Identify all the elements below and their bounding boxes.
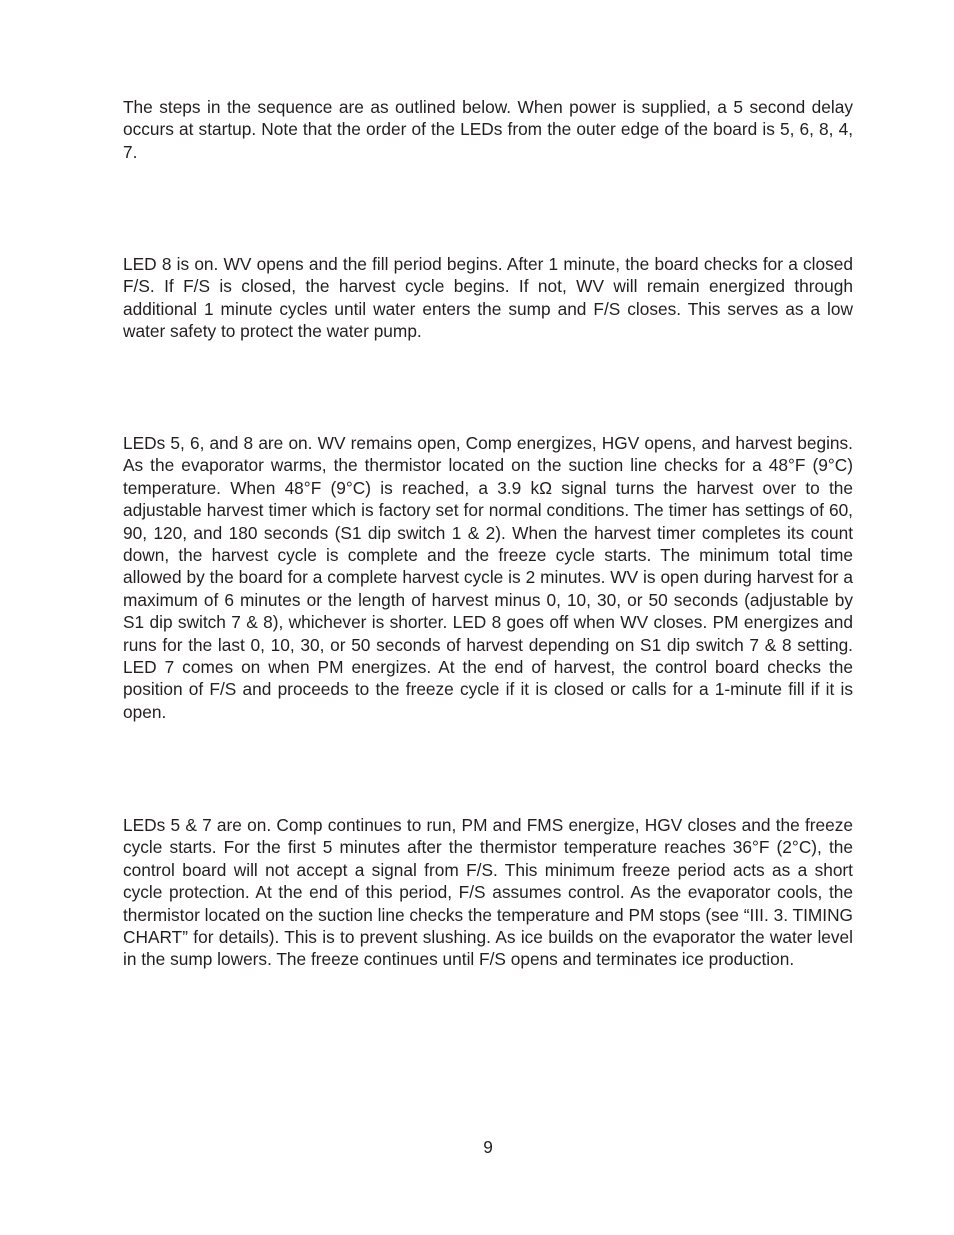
page-number: 9 [483, 1137, 493, 1157]
fill-cycle-paragraph: LED 8 is on. WV opens and the fill period begins. After 1 minute, the board checks for a closed F/S. If F/S is closed, the harvest cycle begins. If not, WV will remain energized through additional 1 minute cycles until water enters the sump and F/S closes. This serves as a low water safety to protect the water pump. [123, 254, 853, 342]
freeze-cycle-paragraph: LEDs 5 & 7 are on. Comp continues to run, PM and FMS energize, HGV closes and the freeze cycle starts. For the first 5 minutes after the thermistor temperature reaches 36°F (2°C), the control board will not accept a signal from F/S. This minimum freeze period acts as a short cycle protection. At the end of this period, F/S assumes control. As the evaporator cools, the thermistor located on the suction line checks the temperature and PM stops (see “III. 3. TIMING CHART” for details). This is to prevent slushing. As ice builds on the evaporator the water level in the sump lowers. The freeze continues until F/S opens and terminates ice production. [123, 815, 853, 970]
intro-paragraph: The steps in the sequence are as outlined below. When power is supplied, a 5 second delay occurs at startup. Note that the order of the LEDs from the outer edge of the board is 5, 6, 8, 4, 7. [123, 97, 853, 162]
harvest-cycle-paragraph: LEDs 5, 6, and 8 are on. WV remains open, Comp energizes, HGV opens, and harvest begins. As the evaporator warms, the thermistor located on the suction line checks for a 48°F (9°C) temperature. When 48°F (9°C) is reached, a 3.9 kΩ signal turns the harvest over to the adjustable harvest timer which is factory set for normal conditions. The timer has settings of 60, 90, 120, and 180 seconds (S1 dip switch 1 & 2). When the harvest timer completes its count down, the harvest cycle is complete and the freeze cycle starts. The minimum total time allowed by the board for a complete harvest cycle is 2 minutes. WV is open during harvest for a maximum of 6 minutes or the length of harvest minus 0, 10, 30, or 50 seconds (adjustable by S1 dip switch 7 & 8), whichever is shorter. LED 8 goes off when WV closes. PM energizes and runs for the last 0, 10, 30, or 50 seconds of harvest depending on S1 dip switch 7 & 8 setting. LED 7 comes on when PM energizes. At the end of harvest, the control board checks the position of F/S and proceeds to the freeze cycle if it is closed or calls for a 1-minute fill if it is open. [123, 433, 853, 722]
